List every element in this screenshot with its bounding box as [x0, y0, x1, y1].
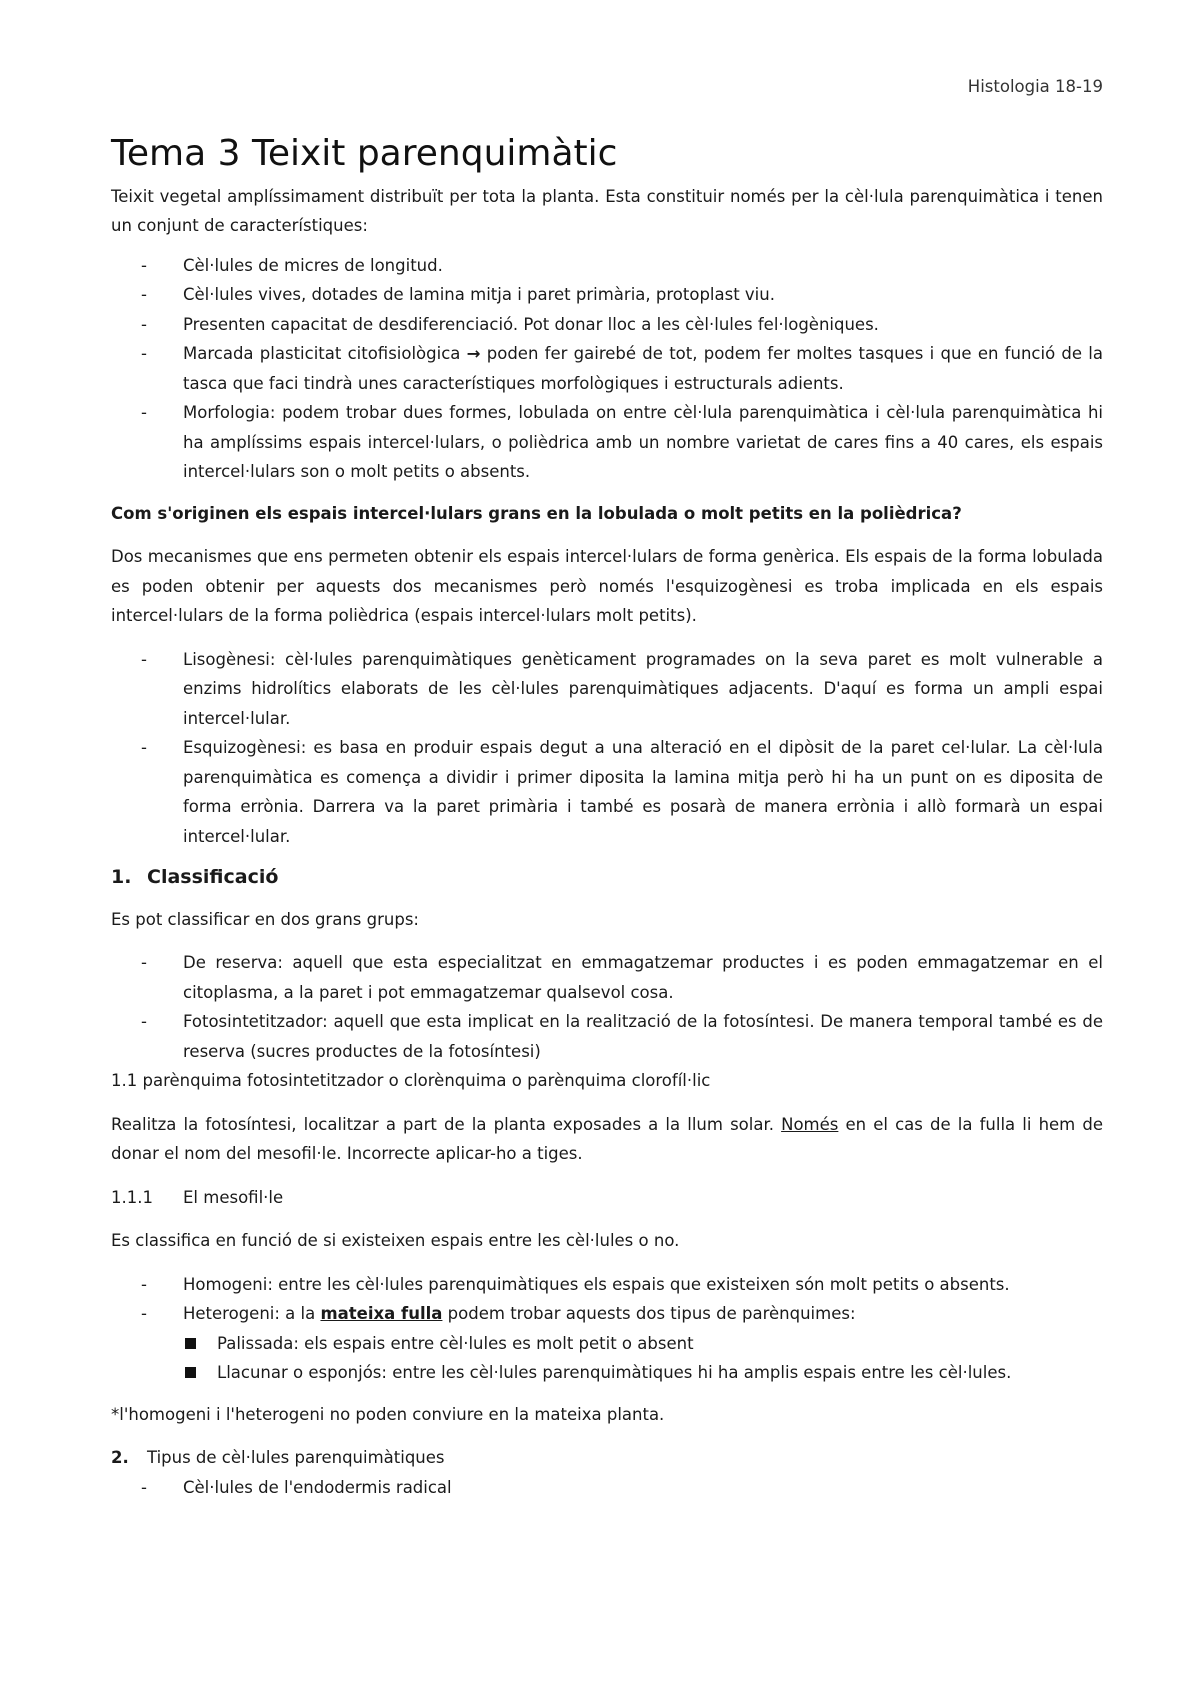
mechanisms-intro: Dos mecanismes que ens permeten obtenir els espais intercel·lulars de forma genèrica. Els espais de la forma lobulada es poden obtenir per aquests dos mecanismes però només l'esquizogènesi es troba implicada en els espais intercel·lulars de la forma polièdrica (espais intercel·lulars molt petits).: [111, 547, 1103, 625]
list-item: - Lisogènesi: cèl·lules parenquimàtiques genèticament programades on la seva paret es molt vulnerable a enzims hidrolítics elaborats de les cèl·lules parenquimàtiques adjacents. D'aquí es forma un ampli espai intercel·lular.: [111, 645, 1103, 734]
list-item: - Homogeni: entre les cèl·lules parenquimàtiques els espais que existeixen són molt petits o absents.: [111, 1270, 1103, 1300]
section-number: 2.: [111, 1448, 129, 1467]
list-item-plasticity: [111, 339, 1103, 398]
section-title: Tipus de cèl·lules parenquimàtiques: [147, 1448, 445, 1467]
list-item-morphology: - Morfologia: podem trobar dues formes, lobulada on entre cèl·lula parenquimàtica i cèl·lula parenquimàtica hi ha amplíssims espais intercel·lulars, o polièdrica amb un nombre varietat de cares fins a 40 cares, els espais intercel·lulars son o molt petits o absents.: [111, 398, 1103, 487]
subsection-heading-1-1-1: [111, 1183, 1103, 1213]
subsection-title: El mesofil·le: [183, 1187, 284, 1207]
groups-list: [111, 948, 1103, 1066]
list-item: - Presenten capacitat de desdiferenciació. Pot donar lloc a les cèl·lules fel·logèniques.: [111, 310, 1103, 340]
classification-intro: Es pot classificar en dos grans grups:: [111, 909, 419, 929]
note-paragraph: *l'homogeni i l'heterogeni no poden conviure en la mateixa planta.: [111, 1404, 665, 1424]
list-item: - Fotosintetitzador: aquell que esta implicat en la realització de la fotosíntesi. De manera temporal també es de reserva (sucres productes de la fotosíntesi): [111, 1007, 1103, 1066]
photosynthesis-paragraph: [111, 1110, 1103, 1169]
list-item: - Cèl·lules de l'endodermis radical: [111, 1473, 1103, 1503]
list-item: - Esquizogènesi: es basa en produir espais degut a una alteració en el dipòsit de la paret cel·lular. La cèl·lula parenquimàtica es comença a dividir i primer diposita la lamina mitja però hi ha un punt on es diposita de forma errònia. Darrera va la paret primària i també es posarà de manera errònia i allò formarà un espai intercel·lular.: [111, 733, 1103, 851]
arrow-right-icon: →: [466, 344, 481, 363]
emphasized-phrase: mateixa fulla: [320, 1304, 443, 1323]
subsection-heading-1-1: 1.1 parènquima fotosintetitzador o clorènquima o parènquima clorofíl·lic: [111, 1071, 711, 1090]
list-item: - Cèl·lules de micres de longitud.: [111, 251, 1103, 281]
cell-types-list: [111, 1473, 1103, 1503]
square-bullet-item: Llacunar o esponjós: entre les cèl·lules parenquimàtiques hi ha amplis espais entre les cèl·lules.: [183, 1358, 1103, 1388]
section-title: Classificació: [147, 866, 279, 888]
list-item-heterogeneous: [111, 1299, 1103, 1388]
list-item: - De reserva: aquell que esta especialitzat en emmagatzemar productes i es poden emmagatzemar en el citoplasma, a la paret i pot emmagatzemar qualsevol cosa.: [111, 948, 1103, 1007]
section-heading-classification: [111, 863, 1103, 893]
section-heading-cell-types: [111, 1443, 1103, 1473]
section-number: 1.: [111, 866, 132, 888]
photosynthesis-text: Realitza la fotosíntesi, localitzar a part de la planta exposades a la llum solar.: [111, 1114, 782, 1134]
plasticity-text-rest: poden fer gairebé de tot, podem fer moltes tasques i que en funció de la tasca que faci tindrà unes característiques morfològiques i estructurals adients.: [183, 344, 1104, 393]
question-heading: Com s'originen els espais intercel·lulars grans en la lobulada o molt petits en la polièdrica?: [111, 503, 962, 523]
list-item: - Cèl·lules vives, dotades de lamina mitja i paret primària, protoplast viu.: [111, 280, 1103, 310]
subsection-number: 1.1.1: [111, 1187, 153, 1207]
hetero-types-list: [183, 1329, 1103, 1388]
underlined-word: Només: [781, 1114, 839, 1134]
heterogeneous-text: Heterogeni: a la: [183, 1304, 321, 1323]
mesophyll-intro: Es classifica en funció de si existeixen espais entre les cèl·lules o no.: [111, 1231, 680, 1250]
mechanisms-list: [111, 645, 1103, 852]
plasticity-text: Marcada plasticitat citofisiològica: [183, 344, 467, 363]
page-title: Tema 3 Teixit parenquimàtic: [111, 132, 618, 174]
characteristics-list: [111, 251, 1103, 487]
square-bullet-item: Palissada: els espais entre cèl·lules es molt petit o absent: [183, 1329, 1103, 1359]
heterogeneous-text-rest: podem trobar aquests dos tipus de parènquimes:: [442, 1304, 856, 1323]
page-header-course: Histologia 18-19: [967, 77, 1103, 96]
mesophyll-list: [111, 1270, 1103, 1388]
intro-paragraph: Teixit vegetal amplíssimament distribuït per tota la planta. Esta constituir només per la cèl·lula parenquimàtica i tenen un conjunt de característiques:: [111, 186, 1103, 235]
photosynthesis-text-rest: en el cas de la fulla li hem de donar el nom del mesofil·le. Incorrecte aplicar-ho a tiges.: [111, 1114, 1103, 1163]
